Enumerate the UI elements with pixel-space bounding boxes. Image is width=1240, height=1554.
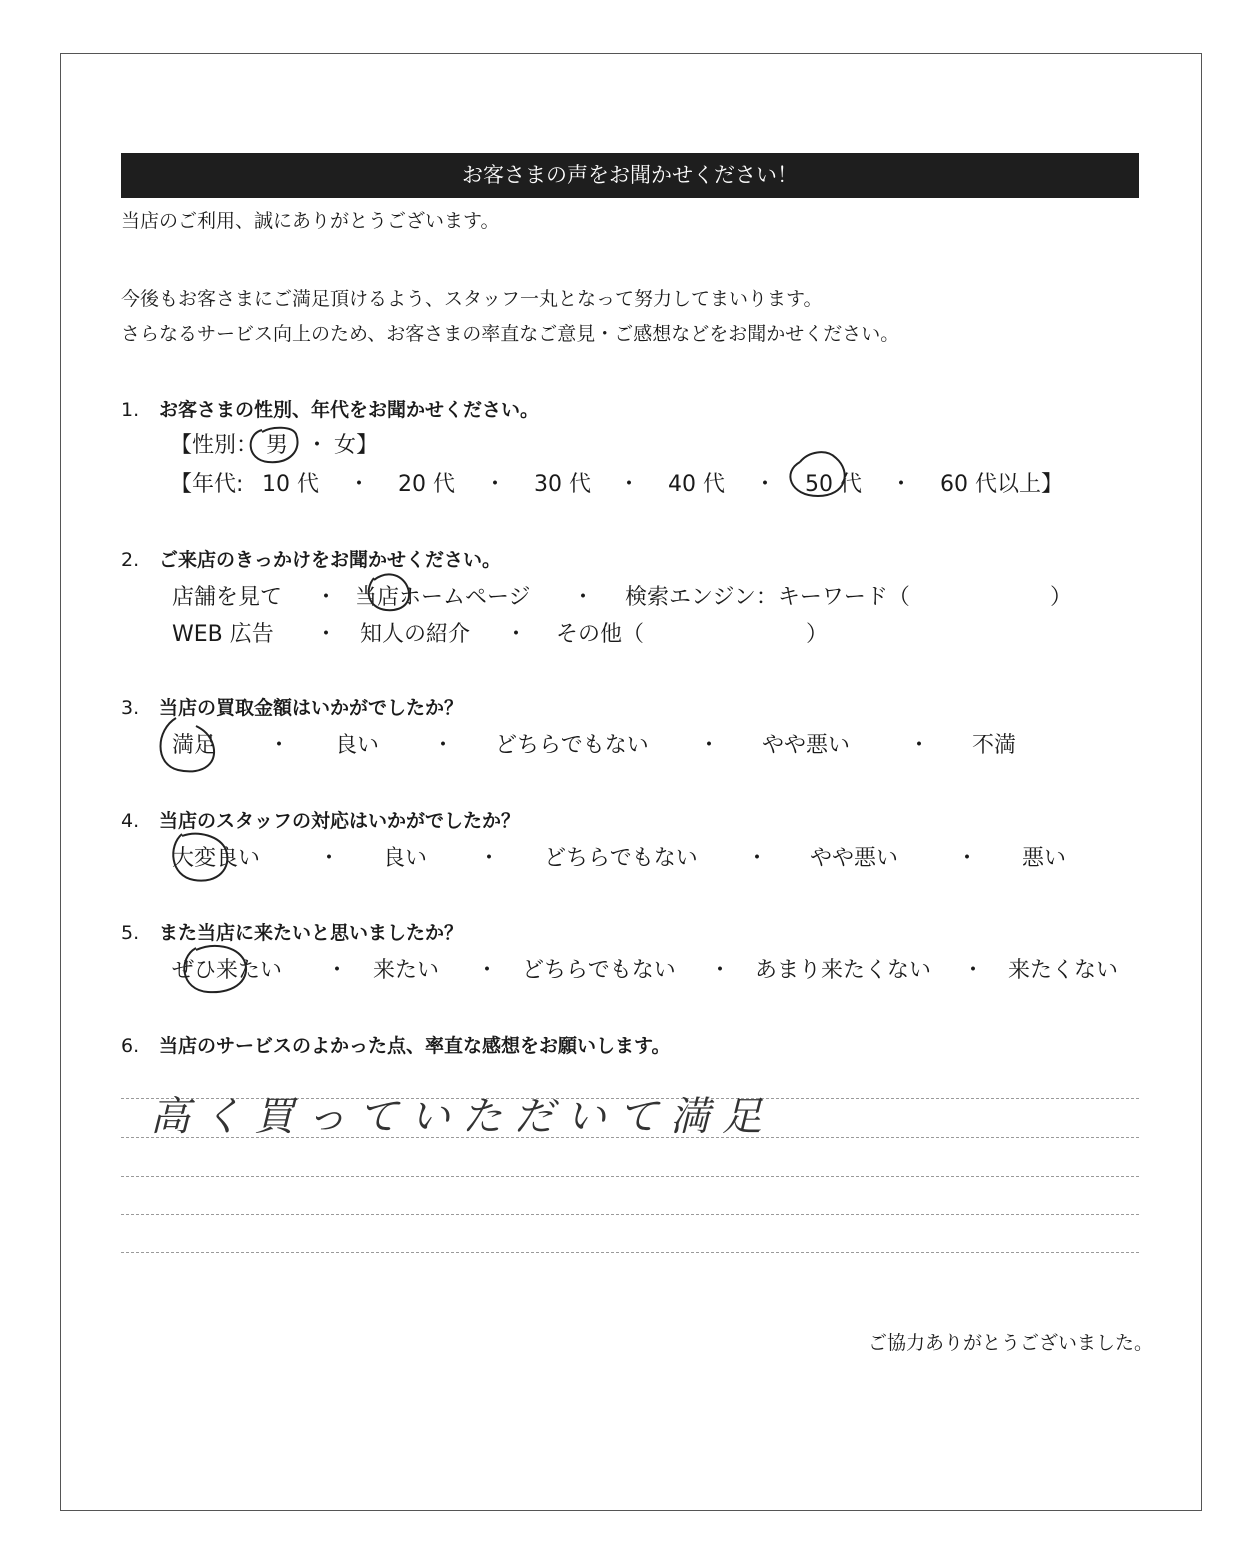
staff-option-good[interactable]: 良い xyxy=(383,846,428,871)
separator: ・ xyxy=(315,622,338,647)
age-option-20[interactable]: 20 代 xyxy=(398,472,455,497)
gender-row xyxy=(170,428,378,459)
price-option-somewhat-bad[interactable]: やや悪い xyxy=(762,733,851,758)
staff-option-somewhat-bad[interactable]: やや悪い xyxy=(810,846,899,871)
question-text: お客さまの性別、年代をお聞かせください。 xyxy=(159,399,540,421)
age-option-30[interactable]: 30 代 xyxy=(534,472,591,497)
question-number: 3. xyxy=(121,697,140,719)
question-number: 1. xyxy=(121,399,140,421)
separator: ・ xyxy=(484,472,507,497)
revisit-option-yes[interactable]: 来たい xyxy=(373,958,440,983)
keyword-close-paren: ） xyxy=(1050,585,1073,610)
question-4 xyxy=(121,806,520,833)
question-text: ご来店のきっかけをお聞かせください。 xyxy=(159,549,502,571)
separator: ・ xyxy=(478,846,501,871)
handwritten-answer[interactable]: 高く買っていただいて満足 xyxy=(150,1094,774,1140)
price-option-satisfied[interactable]: 満足 xyxy=(172,733,217,758)
question-2 xyxy=(121,545,501,572)
separator: ・ xyxy=(572,585,595,610)
other-close-paren: ） xyxy=(806,622,829,647)
question-text: 当店のスタッフの対応はいかがでしたか？ xyxy=(159,810,521,832)
separator: ・ xyxy=(709,958,732,983)
question-number: 6. xyxy=(121,1035,140,1057)
revisit-option-neutral[interactable]: どちらでもない xyxy=(522,958,676,983)
question-5 xyxy=(121,918,463,945)
age-option-50[interactable]: 50 代 xyxy=(805,472,862,497)
gender-option-female[interactable]: 女 xyxy=(334,433,357,458)
separator: ・ xyxy=(315,585,338,610)
visit-option-search-engine[interactable]: 検索エンジン：キーワード（ xyxy=(625,585,910,610)
visit-option-other[interactable]: その他（ xyxy=(556,622,645,647)
question-1 xyxy=(121,395,539,422)
question-number: 4. xyxy=(121,810,140,832)
question-text: 当店のサービスのよかった点、率直な感想をお願いします。 xyxy=(159,1035,671,1057)
separator: ・ xyxy=(326,958,349,983)
age-prefix: 【年代: xyxy=(170,472,244,497)
question-text: また当店に来たいと思いましたか？ xyxy=(159,922,464,944)
separator: ・ xyxy=(618,472,641,497)
separator: ・ xyxy=(956,846,979,871)
staff-option-neutral[interactable]: どちらでもない xyxy=(544,846,698,871)
answer-line xyxy=(121,1252,1139,1253)
question-6 xyxy=(121,1031,670,1058)
separator: ・ xyxy=(962,958,985,983)
revisit-option-not-really[interactable]: あまり来たくない xyxy=(755,958,932,983)
question-3 xyxy=(121,693,463,720)
age-option-60-plus[interactable]: 60 代以上】 xyxy=(940,472,1063,497)
question-text: 当店の買取金額はいかがでしたか？ xyxy=(159,697,464,719)
visit-option-referral[interactable]: 知人の紹介 xyxy=(360,622,471,647)
separator: ・ xyxy=(306,433,329,458)
separator: ・ xyxy=(908,733,931,758)
question-number: 5. xyxy=(121,922,140,944)
separator: ・ xyxy=(890,472,913,497)
separator: ・ xyxy=(698,733,721,758)
age-option-10[interactable]: 10 代 xyxy=(262,472,319,497)
form-title: お客さまの声をお聞かせください！ xyxy=(121,153,1139,198)
visit-option-store[interactable]: 店舗を見て xyxy=(172,585,283,610)
answer-line xyxy=(121,1176,1139,1177)
staff-option-very-good[interactable]: 大変良い xyxy=(172,846,261,871)
separator: ・ xyxy=(505,622,528,647)
separator: ・ xyxy=(348,472,371,497)
question-number: 2. xyxy=(121,549,140,571)
revisit-option-no[interactable]: 来たくない xyxy=(1008,958,1119,983)
intro-line-2: 今後もお客さまにご満足頂けるよう、スタッフ一丸となって努力してまいります。 xyxy=(121,288,823,310)
gender-suffix: 】 xyxy=(356,433,379,458)
age-option-40[interactable]: 40 代 xyxy=(668,472,725,497)
revisit-option-definitely[interactable]: ぜひ来たい xyxy=(172,958,283,983)
intro-line-3: さらなるサービス向上のため、お客さまの率直なご意見・ご感想などをお聞かせください。 xyxy=(121,323,900,345)
intro-line-1: 当店のご利用、誠にありがとうございます。 xyxy=(121,210,500,232)
price-option-good[interactable]: 良い xyxy=(335,733,380,758)
visit-option-web-ad[interactable]: WEB 広告 xyxy=(172,622,274,647)
closing-thanks: ご協力ありがとうございました。 xyxy=(868,1332,1154,1354)
separator: ・ xyxy=(754,472,777,497)
gender-prefix: 【性別： xyxy=(170,433,259,458)
answer-line xyxy=(121,1214,1139,1215)
separator: ・ xyxy=(268,733,291,758)
gender-option-male[interactable]: 男 xyxy=(266,433,289,458)
form-frame xyxy=(60,53,1202,1511)
visit-option-homepage[interactable]: 当店ホームページ xyxy=(355,585,531,610)
separator: ・ xyxy=(476,958,499,983)
staff-option-bad[interactable]: 悪い xyxy=(1022,846,1067,871)
separator: ・ xyxy=(432,733,455,758)
separator: ・ xyxy=(318,846,341,871)
price-option-dissatisfied[interactable]: 不満 xyxy=(972,733,1017,758)
separator: ・ xyxy=(746,846,769,871)
price-option-neutral[interactable]: どちらでもない xyxy=(495,733,649,758)
